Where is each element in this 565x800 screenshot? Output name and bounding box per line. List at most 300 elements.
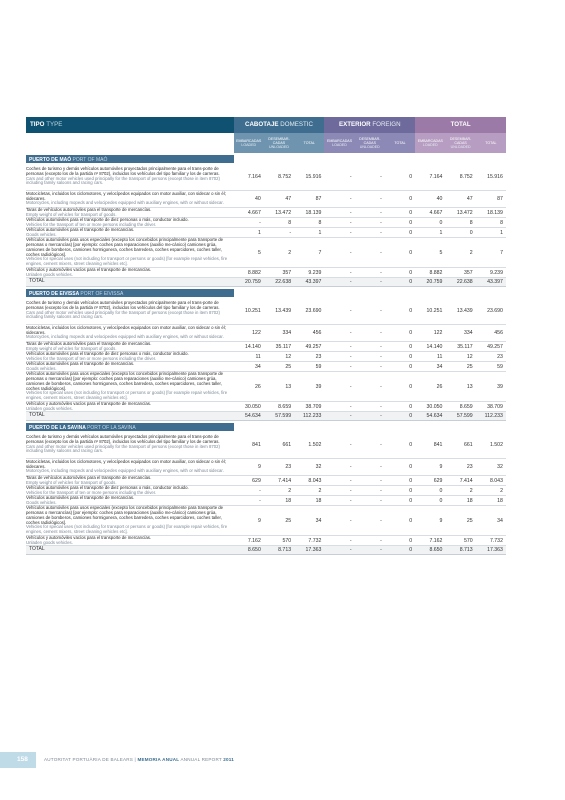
table-cell: - [349, 219, 352, 226]
table-cell: 357 [282, 269, 292, 276]
row-label-en: Vehicles for the transport of ten or more persons including the driver. [26, 489, 157, 495]
row-label-en: Motorcycles, including mopeds and velocipedes equipped with auxiliary engines, with or without sidecar. [26, 200, 224, 206]
row-label: Motocicletas, incluidos los ciclomotores, y velocípedos equipados con motor auxiliar, con sidecar o sin él; sidecares. [26, 458, 226, 469]
table-cell: 32 [497, 464, 503, 470]
subheader-cell [324, 133, 354, 153]
total-cell: - [380, 279, 382, 285]
total-label: TOTAL [29, 278, 45, 285]
total-label: TOTAL [29, 546, 45, 553]
header-tipo [26, 117, 234, 133]
table-cell: 26 [255, 383, 261, 390]
row-label-en: Cars and other motor vehicles used principally for the transport of persons (except those in item 8702) including family saloons and racing cars. [26, 443, 220, 454]
table-cell: - [380, 497, 382, 504]
row-label: Vehículos automóviles para el transporte de diez personas o más, conductor incluido. [26, 350, 189, 356]
table-cell: - [380, 209, 382, 216]
total-cell: 20.759 [244, 279, 261, 285]
table-cell: - [380, 269, 382, 276]
header-spacer [26, 133, 234, 153]
row-label: Vehículos automóviles para el transporte de diez personas o más, conductor incluido. [26, 216, 189, 222]
subheader-label: EMBARCADAS [417, 138, 443, 143]
table-cell: 38.709 [487, 403, 503, 410]
section-name-en: PORT OF EIVISSA [80, 290, 124, 297]
table-cell: 49.257 [487, 343, 503, 350]
group-label-en: DOMESTIC [280, 121, 313, 128]
table-cell: 1 [439, 229, 443, 236]
table-cell: - [380, 353, 382, 360]
table-cell: 39 [497, 383, 503, 390]
group-label: CABOTAJE [244, 121, 279, 128]
table-header-groups [26, 117, 506, 133]
table-cell: 357 [464, 269, 473, 276]
table-cell: 7.732 [489, 537, 503, 544]
table-cell: 39 [315, 383, 322, 390]
table-cell: 0 [409, 383, 413, 390]
row-label: Vehículos automóviles para el transporte de mercancías. [26, 226, 135, 232]
table-cell: 7.164 [429, 173, 443, 180]
section-header [26, 423, 506, 431]
subheader-cell [355, 133, 385, 153]
table-cell: 570 [464, 537, 473, 544]
table-cell: 30.050 [244, 403, 261, 410]
table-row [26, 238, 506, 268]
table-cell: 13.439 [456, 307, 473, 314]
page-number: 158 [0, 752, 36, 768]
row-label-en: Vehicles for the transport of ten or more persons including the driver. [26, 221, 157, 227]
table-cell: 35.117 [457, 343, 473, 350]
row-label-en: Cars and other motor vehicles used principally for the transport of persons (except those in item 8702) including family saloons and racing cars. [26, 175, 220, 186]
table-cell: 0 [409, 353, 413, 360]
row-label: Coches de turismo y demás vehículos automóviles proyectados principalmente para el trans-porte de personas (excepto los de la partida nº 8702), incluidos los vehículos del tipo familiar y los de carreras. [26, 165, 220, 176]
table-cell: 32 [315, 464, 322, 470]
total-cell: 8.650 [247, 547, 261, 553]
row-label-en: Cars and other motor vehicles used principally for the transport of persons (except those in item 8702) including family saloons and racing cars. [26, 309, 220, 320]
page-footer [0, 752, 565, 768]
table-cell: 9 [439, 517, 443, 524]
table-cell: 87 [497, 196, 503, 202]
subheader-cell [476, 133, 506, 153]
section-header [26, 155, 506, 163]
table-cell: 0 [409, 307, 413, 314]
row-label: Motocicletas, incluidos los ciclomotores, y velocípedos equipados con motor auxiliar, con sidecar o sin él; sidecares. [26, 324, 226, 335]
total-row [26, 546, 506, 555]
table-cell: 10.251 [244, 307, 261, 314]
table-cell: - [349, 497, 352, 504]
total-row [26, 278, 506, 287]
table-cell: 8.752 [278, 173, 292, 180]
table-body [26, 155, 506, 555]
group-label: TOTAL [450, 121, 471, 128]
table-cell: 59 [315, 363, 322, 370]
table-cell: 8.882 [247, 269, 261, 276]
table-cell: - [380, 487, 382, 494]
section-label [26, 423, 234, 431]
table-cell: - [380, 537, 382, 544]
table-cell: 25 [466, 363, 473, 370]
row-label-en: Unladen goods vehicles. [26, 405, 73, 411]
table-cell: 0 [409, 173, 413, 180]
row-label-en: Motorcycles, including mopeds and velocipedes equipped with auxiliary engines, with or without sidecar. [26, 468, 224, 474]
table-cell: 7.732 [308, 537, 322, 544]
table-cell: 12 [466, 353, 473, 360]
table-cell: 2 [288, 249, 292, 256]
total-cell: 54.634 [244, 413, 261, 419]
header-tipo-label: TIPO [30, 121, 45, 128]
table-row [26, 506, 506, 536]
footer-report-en: ANNUAL REPORT [180, 757, 222, 762]
table-cell: - [380, 173, 382, 180]
table-cell: 0 [409, 477, 413, 484]
table-cell: 334 [464, 330, 473, 336]
table-cell: 7.414 [459, 477, 473, 484]
table-cell: 0 [409, 517, 413, 524]
row-label-en: Vehicles for the transport of ten or more persons including the driver. [26, 355, 157, 361]
table-cell: - [349, 269, 352, 276]
subheader-label: EMBARCADAS [236, 138, 262, 143]
table-cell: 8 [469, 219, 473, 226]
table-cell: 23 [497, 353, 503, 360]
table-cell: 49.257 [305, 343, 322, 350]
table-cell: 18.139 [305, 209, 322, 216]
row-description [26, 165, 234, 188]
total-cell: 17.363 [487, 547, 503, 553]
total-cell: - [349, 413, 352, 419]
total-cell: 0 [409, 547, 413, 553]
table-cell: - [349, 229, 352, 236]
table-row [26, 163, 506, 191]
table-cell: 34 [436, 363, 443, 370]
row-label-en: Goods vehicles. [26, 231, 57, 237]
total-cell: 57.599 [456, 413, 473, 419]
table-cell: - [259, 497, 261, 504]
row-label-en: Empty weight of vehicles for transport of goods. [26, 211, 117, 217]
table-cell: - [289, 229, 292, 236]
table-cell: 23 [466, 464, 473, 470]
table-cell: - [349, 353, 352, 360]
subheader-label: TOTAL [303, 140, 315, 145]
row-label: Coches de turismo y demás vehículos automóviles proyectados principalmente para el trans-porte de personas (excepto los de la partida nº 8702), incluidos los vehículos del tipo familiar y los de carreras. [26, 299, 220, 310]
table-cell: 0 [409, 343, 413, 350]
table-cell: - [349, 363, 352, 370]
total-label: TOTAL [29, 412, 45, 419]
table-cell: 0 [409, 249, 413, 256]
row-label: Vehículos automóviles para usos especiales (excepto los concebidos principalmente para transporte de personas o mercancías) [por ejemplo: coches para reparaciones (auxilio me-cánico) camiones grúa, camiones de bomberos, camiones hormigonera, coches barredera, coches esparcidores, coches taller, coches radiológicos]. [26, 505, 224, 525]
total-cell: 8.713 [459, 547, 473, 553]
total-cell: 8.713 [278, 547, 292, 553]
table-cell: 40 [436, 196, 443, 202]
table-cell: 9 [257, 517, 261, 524]
header-tipo-label-en: TYPE [46, 121, 63, 128]
row-label-en: Empty weight of vehicles for transport of goods. [26, 479, 117, 485]
table-cell: 13 [466, 383, 473, 390]
table-cell: 7 [500, 249, 503, 256]
table-cell: - [259, 219, 261, 226]
subheader-cell [415, 133, 445, 153]
table-row [26, 297, 506, 325]
table-cell: 87 [315, 196, 322, 202]
table-cell: 0 [439, 487, 443, 494]
table-cell: 10.251 [426, 307, 443, 314]
table-cell: - [349, 330, 352, 336]
table-cell: - [380, 330, 382, 336]
subheader-label-en: LOADED [332, 143, 347, 147]
table-cell: 13.439 [275, 307, 292, 314]
table-cell: 13.472 [456, 209, 473, 216]
table-cell: 35.117 [275, 343, 292, 350]
table-cell: 661 [464, 441, 473, 448]
table-cell: 11 [437, 353, 443, 360]
table-cell: 8.659 [278, 403, 292, 410]
table-cell: - [380, 219, 382, 226]
table-cell: 14.140 [426, 343, 443, 350]
section-header [26, 289, 506, 297]
table-cell: 23.690 [305, 307, 322, 314]
table-cell: - [380, 517, 382, 524]
row-description [26, 299, 234, 322]
row-label: Coches de turismo y demás vehículos automóviles proyectados principalmente para el trans-porte de personas (excepto los de la partida nº 8702), incluidos los vehículos del tipo familiar y los de carreras. [26, 433, 220, 444]
table-cell: - [380, 343, 382, 350]
table-cell: 47 [285, 196, 292, 202]
table-cell: 0 [409, 403, 413, 410]
table-cell: 5 [439, 249, 443, 256]
table-cell: 8 [288, 219, 292, 226]
table-cell: 8 [500, 219, 503, 226]
group-label-en: FOREIGN [372, 121, 401, 128]
total-cell: 22.638 [456, 279, 473, 285]
table-cell: 0 [469, 229, 473, 236]
total-cell: - [380, 413, 382, 419]
table-cell: 25 [285, 517, 292, 524]
table-cell: - [349, 464, 352, 470]
table-cell: 2 [469, 249, 473, 256]
table-cell: 1 [500, 229, 503, 236]
header-group-cabotaje [234, 117, 325, 133]
table-cell: 15.916 [487, 173, 503, 180]
table-cell: - [349, 403, 352, 410]
table-cell: 1.502 [308, 441, 322, 448]
total-cell: 43.397 [305, 279, 322, 285]
section-name: PUERTO DE MAÓ [29, 156, 72, 163]
table-cell: - [259, 487, 261, 494]
section-name-en: PORT OF LA SAVINA [87, 424, 136, 431]
subheader-label-en: UNLOADED [269, 145, 289, 150]
table-cell: - [349, 196, 352, 202]
table-cell: 23 [315, 353, 322, 360]
table-row [26, 372, 506, 402]
section-name-en: PORT OF MAÓ [72, 156, 108, 163]
subheader-cell [385, 133, 415, 153]
table-cell: 14.140 [244, 343, 261, 350]
table-cell: 8 [318, 219, 322, 226]
table-cell: 9.239 [308, 269, 322, 276]
total-cell: 43.397 [487, 279, 503, 285]
footer-text [44, 757, 234, 762]
total-cell: 54.634 [426, 413, 443, 419]
table-cell: 661 [282, 441, 292, 448]
table-cell: - [380, 403, 382, 410]
table-cell: 38.709 [305, 403, 322, 410]
table-cell: 18.139 [487, 209, 503, 216]
table-cell: 18 [285, 497, 292, 504]
table-cell: 34 [255, 363, 261, 370]
subheader-label: DESEMBAR-CADAS [359, 136, 381, 145]
table-cell: 0 [439, 497, 443, 504]
table-cell: - [349, 517, 352, 524]
total-cell: 112.233 [484, 413, 503, 419]
row-label-en: Goods vehicles. [26, 499, 57, 505]
subheader-cell [445, 133, 475, 153]
subheader-label-en: LOADED [241, 143, 257, 147]
table-cell: - [380, 464, 382, 470]
table-cell: - [349, 537, 352, 544]
row-label: Taras de vehículos automóviles para el transporte de mercancías. [26, 340, 152, 346]
table-cell: 8.882 [429, 269, 443, 276]
table-cell: 0 [409, 497, 413, 504]
total-cell: 8.650 [429, 547, 443, 553]
table-cell: 9.239 [489, 269, 503, 276]
table-cell: 11 [255, 353, 261, 360]
table-cell: 15.916 [305, 173, 322, 180]
table-cell: 456 [494, 330, 503, 336]
table-cell: 25 [466, 517, 473, 524]
subheader-label: DESEMBAR-CADAS [449, 136, 472, 145]
row-label: Taras de vehículos automóviles para el transporte de mercancías. [26, 206, 152, 212]
subheader-label: TOTAL [485, 140, 497, 145]
table-cell: 0 [439, 219, 443, 226]
row-label: Motocicletas, incluidos los ciclomotores, y velocípedos equipados con motor auxiliar, con sidecar o sin él; sidecares. [26, 190, 226, 201]
header-group-exterior [324, 117, 415, 133]
table-cell: - [380, 363, 382, 370]
table-cell: 9 [439, 464, 443, 470]
table-cell: 40 [255, 196, 261, 202]
total-row [26, 412, 506, 421]
table-cell: 0 [409, 196, 413, 202]
table-cell: 629 [433, 477, 443, 484]
section-label [26, 155, 234, 163]
footer-report: MEMORIA ANUAL [137, 757, 180, 762]
table-cell: 0 [409, 441, 413, 448]
table-cell: 5 [257, 249, 261, 256]
total-cell: 0 [409, 413, 413, 419]
subheader-label-en: UNLOADED [359, 145, 380, 150]
table-cell: 629 [252, 477, 261, 484]
row-description [26, 236, 234, 269]
total-cell: - [380, 547, 382, 553]
table-cell: 23 [285, 464, 292, 470]
subheader-cell [294, 133, 324, 153]
header-group-total [415, 117, 506, 133]
table-cell: 122 [252, 330, 261, 336]
row-label-en: Vehicles for special uses (not including for transport or persons or goods) [for example repair vehicles, fire engines, cement mixers, street cleaning vehicles etc]. [26, 390, 228, 401]
row-label: Vehículos y automóviles vacíos para el transporte de mercancías. [26, 534, 152, 540]
subheader-cell [234, 133, 264, 153]
table-header-subcolumns [26, 133, 506, 153]
row-description [26, 504, 234, 537]
table-cell: - [349, 477, 352, 484]
table-cell: 0 [409, 219, 413, 226]
total-cell: 22.638 [275, 279, 292, 285]
subheader-label: DESEMBAR-CADAS [268, 136, 290, 145]
total-cell: 112.233 [302, 413, 322, 419]
table-cell: - [380, 441, 382, 448]
table-cell: 0 [409, 330, 413, 336]
subheader-label: EMBARCADAS [326, 138, 353, 143]
table-cell: 0 [409, 209, 413, 216]
total-cell: 17.363 [305, 547, 322, 553]
table-cell: - [380, 477, 382, 484]
table-cell: 1 [318, 229, 322, 236]
table-cell: - [349, 209, 352, 216]
table-cell: 2 [500, 487, 503, 494]
table-cell: - [349, 441, 352, 448]
row-label: Vehículos automóviles para el transporte de mercancías. [26, 360, 135, 366]
subheader-label: TOTAL [394, 140, 406, 145]
table-cell: - [349, 383, 352, 390]
row-label: Vehículos automóviles para usos especiales (excepto los concebidos principalmente para transporte de personas o mercancías) [por ejemplo: coches para reparaciones (auxilio me-cánico) camiones grúa, camiones de bomberos, camiones hormigonera, coches barredera, coches esparcidores, coches taller, coches radiológicos]. [26, 237, 224, 257]
table-cell: 13 [285, 383, 292, 390]
table-cell: 456 [312, 330, 322, 336]
table-cell: 0 [409, 464, 413, 470]
subheader-label-en: UNLOADED [450, 145, 471, 150]
table-cell: 30.050 [426, 403, 443, 410]
total-cell: - [349, 547, 352, 553]
table-cell: 7 [318, 249, 322, 256]
table-cell: 18 [466, 497, 473, 504]
table-cell: - [380, 307, 382, 314]
total-cell: 57.599 [275, 413, 292, 419]
table-cell: 1 [257, 229, 261, 236]
table-cell: 2 [318, 487, 322, 494]
row-label-en: Unladen goods vehicles. [26, 539, 73, 545]
table-cell: 9 [257, 464, 261, 470]
row-label: Taras de vehículos automóviles para el transporte de mercancías. [26, 474, 152, 480]
section-label [26, 289, 234, 297]
section-name: PUERTO DE LA SAVINA [29, 424, 86, 431]
total-cell: - [349, 279, 352, 285]
table-cell: 34 [315, 517, 322, 524]
table-cell: 59 [497, 363, 503, 370]
table-cell: 8.752 [459, 173, 473, 180]
total-cell: 20.759 [426, 279, 443, 285]
table-cell: 0 [409, 269, 413, 276]
table-cell: 841 [433, 441, 443, 448]
table-cell: 23.690 [487, 307, 503, 314]
table-cell: 26 [436, 383, 443, 390]
row-label: Vehículos automóviles para el transporte de mercancías. [26, 494, 135, 500]
total-cell: 0 [409, 279, 413, 285]
table-cell: 12 [285, 353, 292, 360]
table-cell: - [380, 249, 382, 256]
table-cell: 34 [497, 517, 503, 524]
subheader-label-en: LOADED [422, 143, 438, 147]
table-cell: 8.659 [459, 403, 473, 410]
table-cell: 8.043 [308, 477, 322, 484]
table-cell: - [380, 229, 382, 236]
table-cell: 4.667 [247, 209, 261, 216]
footer-year: 2011 [223, 757, 235, 762]
table-row [26, 431, 506, 459]
group-label: EXTERIOR [339, 121, 371, 128]
row-label: Vehículos automóviles para el transporte de diez personas o más, conductor incluido. [26, 484, 189, 490]
table-cell: 47 [466, 196, 473, 202]
row-label-en: Goods vehicles. [26, 365, 57, 371]
table-cell: 4.667 [429, 209, 443, 216]
table-cell: - [349, 487, 352, 494]
table-cell: - [349, 307, 352, 314]
table-cell: 2 [469, 487, 473, 494]
row-label: Vehículos y automóviles vacíos para el transporte de mercancías. [26, 400, 152, 406]
row-label: Vehículos y automóviles vacíos para el transporte de mercancías. [26, 266, 152, 272]
table-cell: 0 [409, 537, 413, 544]
